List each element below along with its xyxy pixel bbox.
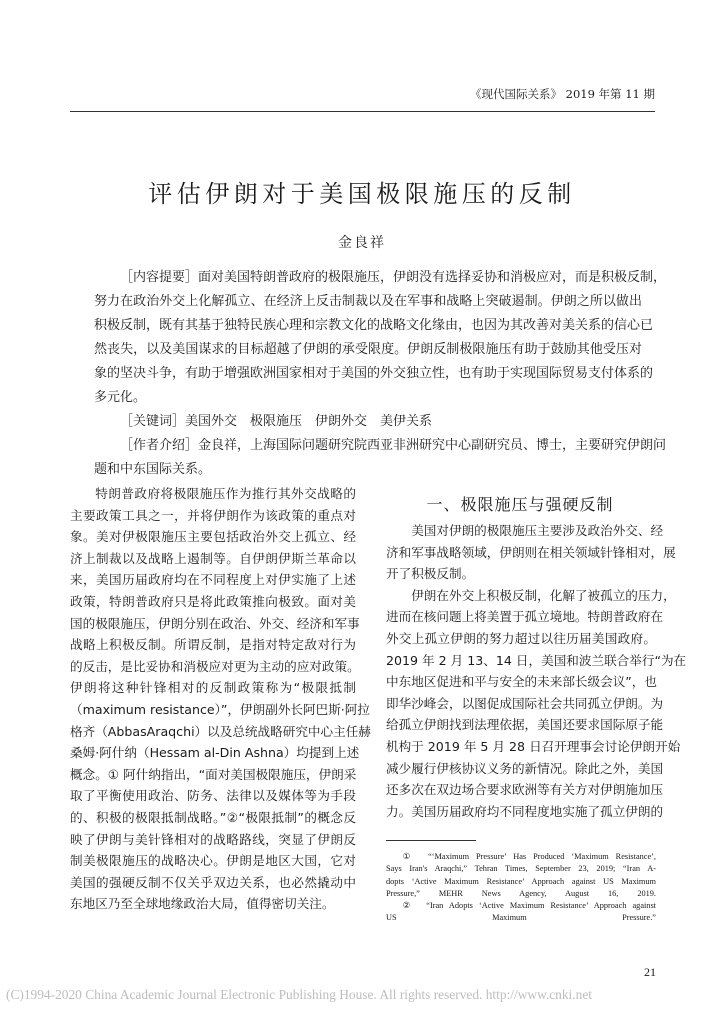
paragraph bbox=[94, 410, 642, 434]
text-line: 减少履行伊核协议义务的新情况。除此之外，美国 bbox=[386, 760, 664, 776]
text-line: 特朗普政府将极限施压作为推行其外交战略的 bbox=[95, 486, 356, 501]
copyright-notice: (C)1994-2020 China Academic Journal Electronic Publishing House. All rights reserved. http://www.cnki.net bbox=[6, 987, 592, 1002]
text-line: 主要政策工具之一，并将伊朗作为该政策的重点对 bbox=[70, 507, 356, 523]
paragraph bbox=[386, 585, 687, 823]
article-author: 金良祥 bbox=[338, 235, 386, 251]
text-line: Pressure,” MEHR News Agency, August 16, 2019. bbox=[386, 888, 656, 898]
section-heading: 一、极限施压与强硬反制 bbox=[426, 495, 614, 514]
footnote-rule bbox=[386, 840, 476, 841]
text-line: 取了平衡使用政治、防务、法律以及媒体等为手段 bbox=[70, 788, 356, 804]
text-line: 映了伊朗与美针锋相对的战略路线，突显了伊朗反 bbox=[70, 831, 356, 847]
text-line: 美国对伊朗的极限施压主要涉及政治外交、经 bbox=[411, 523, 664, 538]
text-line: 外交上孤立伊朗的努力超过以往历届美国政府。 bbox=[386, 630, 656, 646]
text-line: 还多次在双边场合要求欧洲等有关方对伊朗施加压 bbox=[386, 782, 664, 798]
text-line: 积极反制，既有其基于独特民族心理和宗教文化的战略文化缘由，也因为其改善对美关系的信心已 bbox=[94, 318, 654, 333]
text-line: 伊朗在外交上积极反制，化解了被孤立的压力， bbox=[411, 587, 676, 603]
text-line: ［关键词］美国外交 极限施压 伊朗外交 美伊关系 bbox=[120, 414, 433, 429]
article-title: 评估伊朗对于美国极限施压的反制 bbox=[148, 180, 576, 208]
body-left-column bbox=[70, 483, 371, 915]
header-rule bbox=[70, 111, 655, 112]
text-line: 中东地区促进和平与安全的未来部长级会议”，也 bbox=[386, 674, 657, 690]
text-line: 格齐（AbbasAraqchi）以及总统战略研究中心主任赫 bbox=[70, 723, 371, 739]
text-line: 美国的强硬反制不仅关乎双边关系，也必然撬动中 bbox=[70, 874, 356, 890]
text-line: 然丧失，以及美国谋求的目标超越了伊朗的承受限度。伊朗反制极限施压有助于鼓励其他受压对 bbox=[94, 342, 642, 357]
paragraph bbox=[94, 266, 667, 410]
paragraph bbox=[70, 483, 371, 915]
text-line: 给孤立伊朗找到法理依据，美国还要求国际原子能 bbox=[386, 717, 664, 733]
text-line: 济和军事战略领域，伊朗则在相关领域针锋相对，展 bbox=[386, 544, 676, 560]
text-line: 进而在核问题上将美置于孤立境地。特朗普政府在 bbox=[386, 609, 664, 625]
paragraph bbox=[94, 434, 667, 482]
text-line: 战略上积极反制。所谓反制，是指对特定敌对行为 bbox=[70, 637, 356, 653]
text-line: 多元化。 bbox=[94, 390, 147, 405]
text-line: 桑姆·阿什纳（Hessam al-Din Ashna）均提到上述 bbox=[70, 745, 360, 761]
text-line: 2019 年 2 月 13、14 日，美国和波兰联合举行“为在 bbox=[386, 652, 687, 668]
text-line: 政策，特朗普政府只是将此政策推向极致。面对美 bbox=[70, 593, 356, 609]
paragraph bbox=[386, 851, 656, 900]
body-right-column bbox=[386, 520, 687, 822]
text-line: 国的极限施压，伊朗分别在政治、外交、经济和军事 bbox=[70, 615, 360, 631]
text-line: ［内容提要］面对美国特朗普政府的极限施压，伊朗没有选择妥协和消极应对，而是积极反制， bbox=[120, 270, 667, 285]
text-line: （maximum resistance）”，伊朗副外长阿巴斯·阿拉 bbox=[70, 701, 370, 717]
text-line: 济上制裁以及战略上遏制等。自伊朗伊斯兰革命以 bbox=[70, 550, 356, 566]
paragraph bbox=[386, 520, 676, 585]
footnotes bbox=[386, 851, 656, 925]
text-line: US Maximum Pressure.” bbox=[386, 913, 656, 923]
text-line: 象。美对伊极限施压主要包括政治外交上孤立、经 bbox=[70, 529, 356, 545]
text-line: 东地区乃至全球地缘政治大局，值得密切关注。 bbox=[70, 896, 335, 912]
abstract bbox=[94, 266, 667, 482]
text-line: 来，美国历届政府均在不同程度上对伊实施了上述 bbox=[70, 572, 356, 588]
text-line: 即华沙峰会，以图促成国际社会共同孤立伊朗。为 bbox=[386, 695, 664, 711]
text-line: 概念。① 阿什纳指出，“面对美国极限施压，伊朗采 bbox=[70, 766, 357, 782]
text-line: 象的坚决斗争，有助于增强欧洲国家相对于美国的外交独立性，也有助于实现国际贸易支付体系的 bbox=[94, 366, 654, 381]
text-line: dopts ‘Active Maximum Resistance’ Approach against US Maximum bbox=[386, 876, 656, 886]
text-line: 力。美国历届政府均不同程度地实施了孤立伊朗的 bbox=[386, 803, 664, 819]
text-line: 伊朗将这种针锋相对的反制政策称为“极限抵制 bbox=[70, 680, 356, 696]
page-number: 21 bbox=[644, 965, 656, 979]
text-line: 机构于 2019 年 5 月 28 日召开理事会讨论伊朗开始 bbox=[386, 738, 681, 754]
text-line: Says Iran's Araqchi,” Tehran Times, September 23, 2019; “Iran A- bbox=[386, 864, 656, 874]
text-line: ［作者介绍］金良祥，上海国际问题研究院西亚非洲研究中心副研究员、博士，主要研究伊朗问 bbox=[120, 438, 667, 453]
text-line: 的、积极的极限抵制战略。”②“极限抵制”的概念反 bbox=[70, 809, 356, 825]
running-head: 《现代国际关系》 2019 年第 11 期 bbox=[469, 87, 655, 101]
text-line: 努力在政治外交上化解孤立、在经济上反击制裁以及在军事和战略上突破遏制。伊朗之所以做出 bbox=[94, 294, 642, 309]
text-line: ① “‘Maximum Pressure’ Has Produced ‘Maximum Resistance’, bbox=[402, 852, 656, 861]
text-line: 制美极限施压的战略决心。伊朗是地区大国，它对 bbox=[70, 853, 356, 869]
text-line: 题和中东国际关系。 bbox=[94, 462, 212, 477]
text-line: 的反击，是比妥协和消极应对更为主动的应对政策。 bbox=[70, 658, 360, 674]
text-line: ② “Iran Adopts ‘Active Maximum Resistance’ Approach against bbox=[402, 901, 656, 911]
paragraph bbox=[386, 900, 656, 925]
text-line: 开了积极反制。 bbox=[386, 566, 475, 582]
